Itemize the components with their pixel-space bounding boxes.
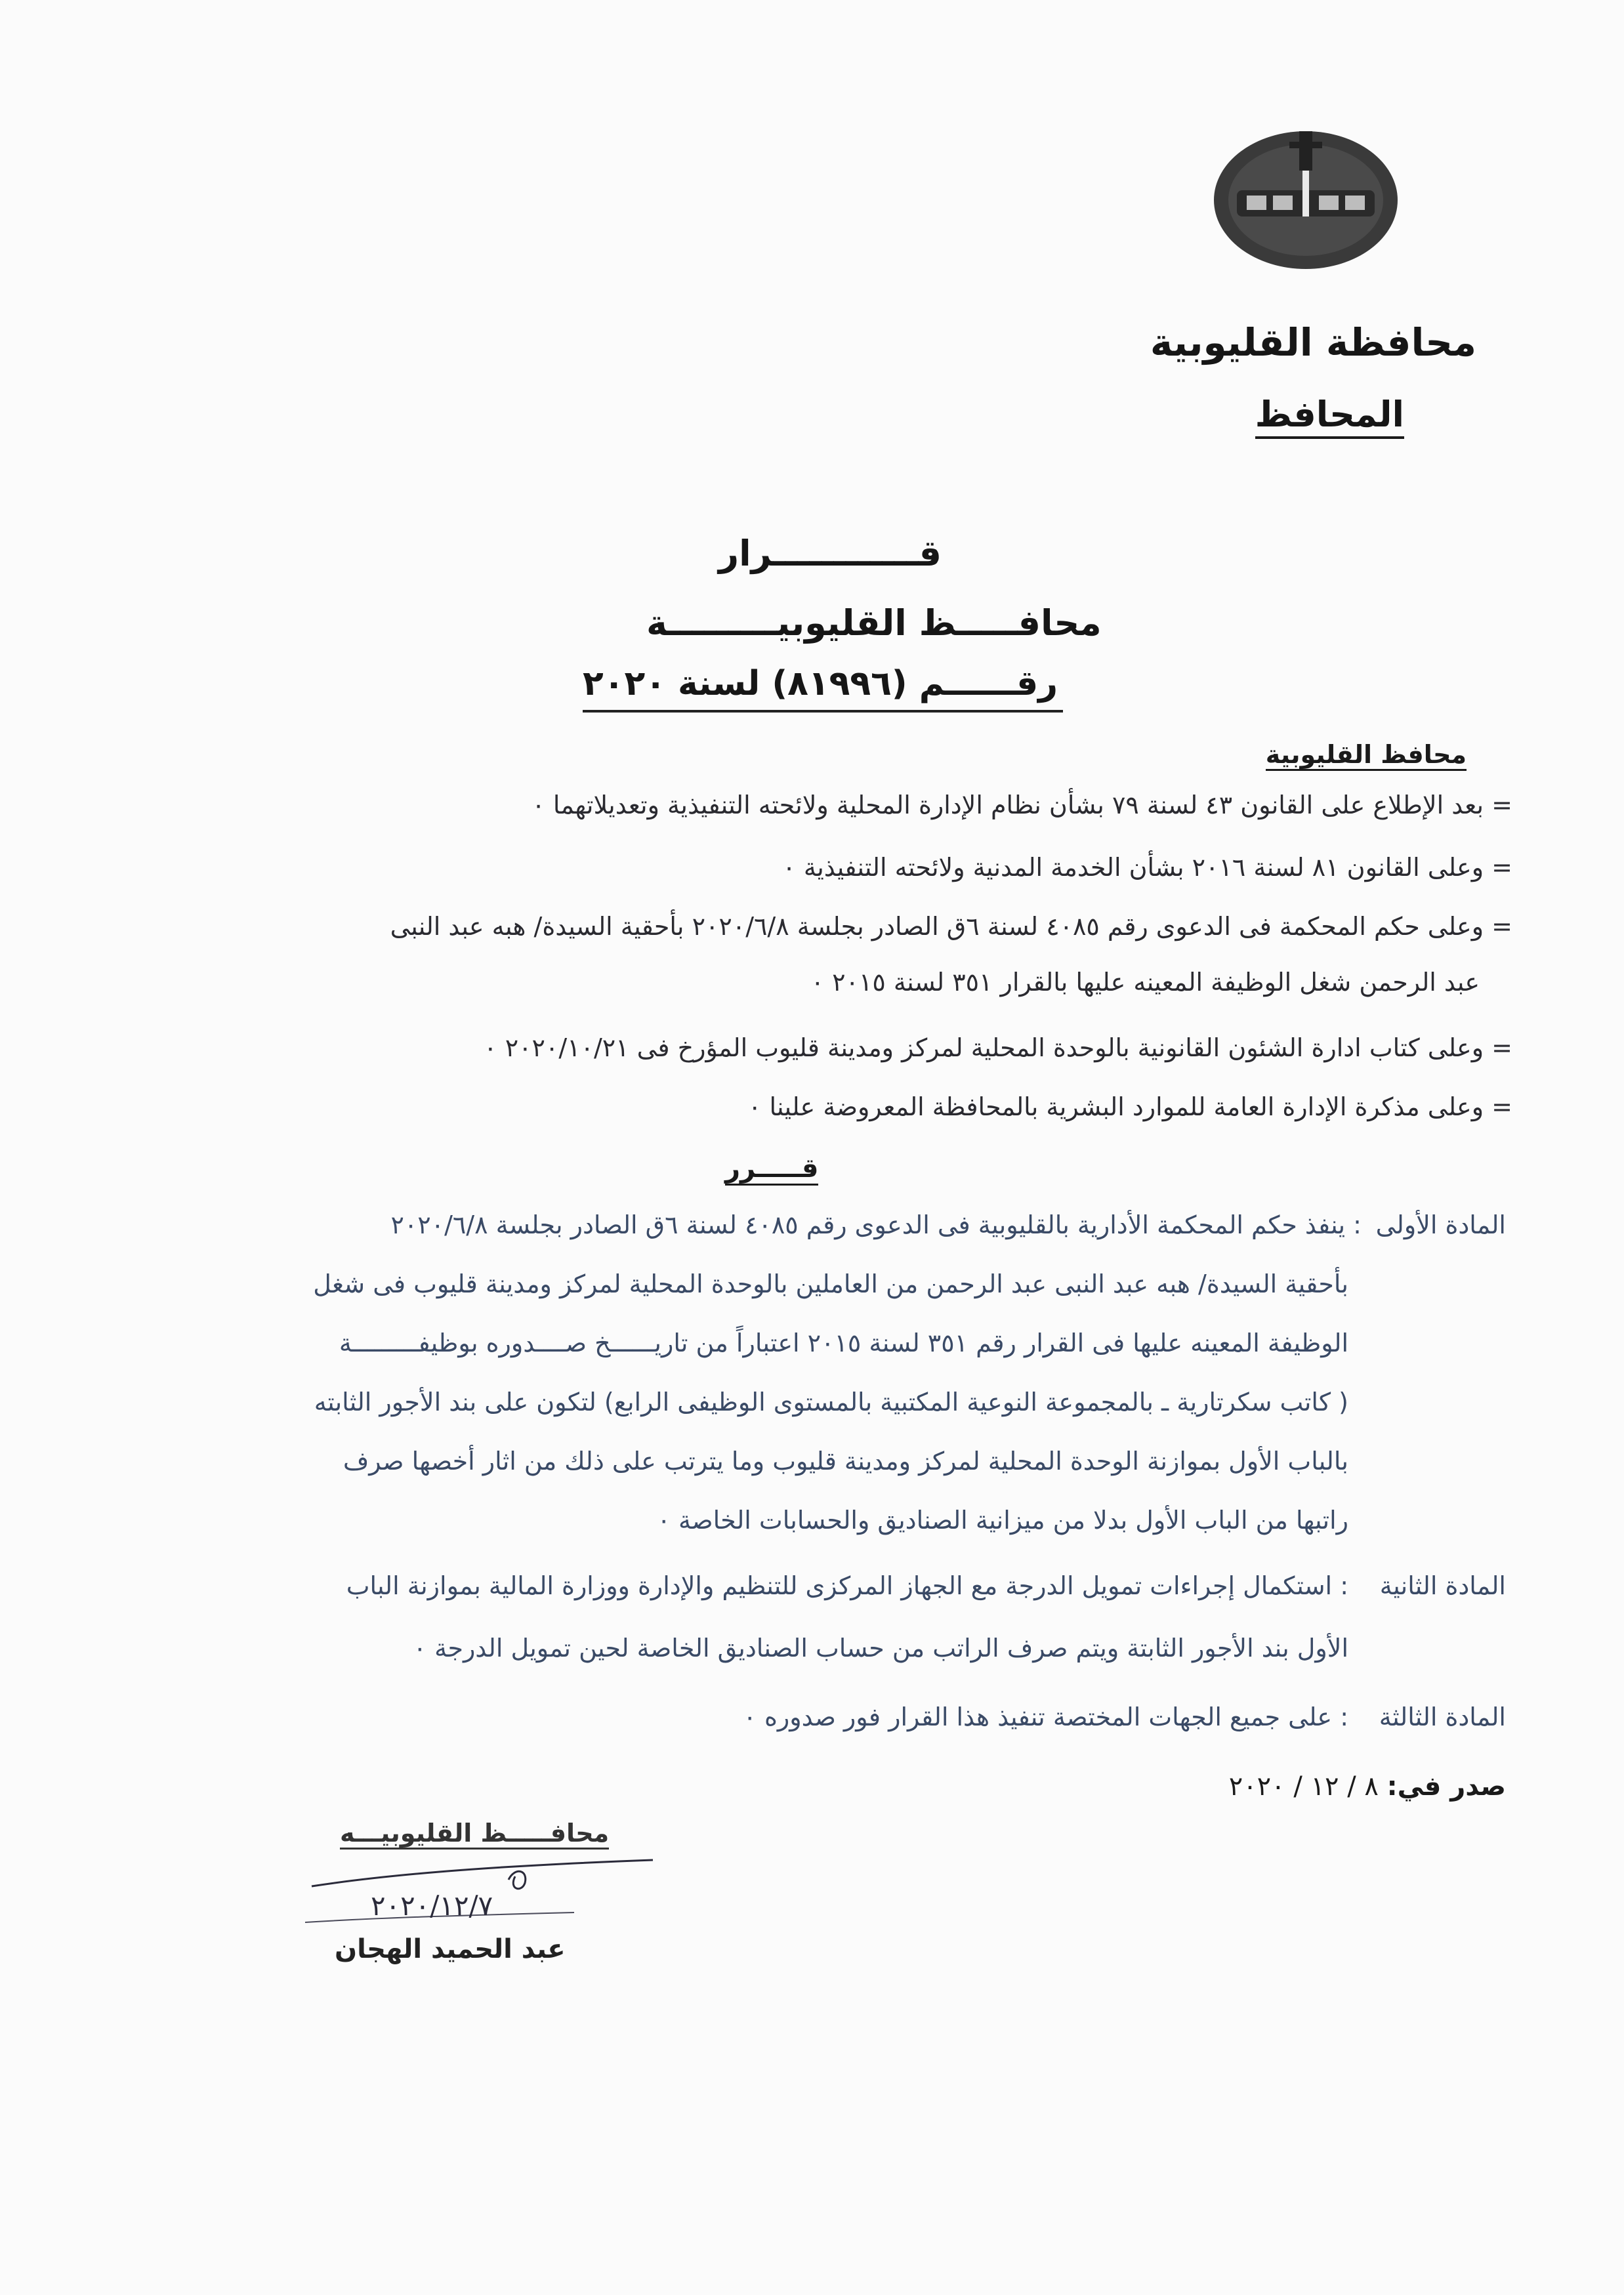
signatory-name: عبد الحميد الهجان bbox=[335, 1934, 566, 1964]
article-3-label: المادة الثالثة bbox=[1379, 1703, 1506, 1731]
article-1-label: المادة الأولى bbox=[1375, 1210, 1506, 1239]
preamble-line: = وعلى القانون ٨١ لسنة ٢٠١٦ بشأن الخدمة المدنية ولائحته التنفيذية ٠ bbox=[782, 853, 1512, 882]
decision-number-underline bbox=[583, 710, 1063, 713]
article-1-line: راتبها من الباب الأول بدلا من ميزانية الصناديق والحسابات الخاصة ٠ bbox=[657, 1506, 1348, 1535]
preamble-line: = وعلى كتاب ادارة الشئون القانونية بالوحدة المحلية لمركز ومدينة قليوب المؤرخ فى ٢٠٢٠/١٠/٢١ ٠ bbox=[484, 1033, 1512, 1062]
signature-title: محافـــــظ القليوبيـــه bbox=[340, 1819, 609, 1850]
article-1-line: الوظيفة المعينه عليها فى القرار رقم ٣٥١ لسنة ٢٠١٥ اعتباراً من تاريــــــخ صــــدوره بوظيفـــــــــة bbox=[339, 1329, 1348, 1357]
preamble-line: عبد الرحمن شغل الوظيفة المعينه عليها بالقرار ٣٥١ لسنة ٢٠١٥ ٠ bbox=[810, 968, 1480, 997]
article-3-line: : على جميع الجهات المختصة تنفيذ هذا القرار فور صدوره ٠ bbox=[743, 1703, 1348, 1731]
decision-title: قــــــــــــرار bbox=[718, 533, 942, 574]
article-1-line: بأحقية السيدة/ هبه عبد النبى عبد الرحمن من العاملين بالوحدة المحلية لمركز ومدينة قليوب فى شغل bbox=[313, 1270, 1348, 1298]
governorate-name: محافظة القليوبية bbox=[1150, 320, 1476, 365]
article-1-line: بالباب الأول بموازنة الوحدة المحلية لمركز ومدينة قليوب وما يترتب على ذلك من اثار أخصها صرف bbox=[343, 1447, 1348, 1476]
article-1-line: ( كاتب سكرتارية ـ بالمجموعة النوعية المكتبية بالمستوى الوظيفى الرابع) لتكون على بند الأجور الثابته bbox=[314, 1388, 1348, 1416]
preamble-line: = وعلى مذكرة الإدارة العامة للموارد البشرية بالمحافظة المعروضة علينا ٠ bbox=[747, 1092, 1512, 1121]
issued-label: صدر في: bbox=[1386, 1771, 1506, 1802]
preamble-line: = وعلى حكم المحكمة فى الدعوى رقم ٤٠٨٥ لسنة ٦ق الصادر بجلسة ٢٠٢٠/٦/٨ بأحقية السيدة/ هبه عبد النبى bbox=[390, 912, 1512, 941]
office-title: المحافظ bbox=[1255, 394, 1404, 439]
article-2-line: الأول بند الأجور الثابتة ويتم صرف الراتب من حساب الصناديق الخاصة لحين تمويل الدرجة ٠ bbox=[413, 1634, 1348, 1663]
governorate-emblem-icon bbox=[1211, 118, 1401, 276]
issued-date bbox=[1229, 1771, 1506, 1802]
decision-subtitle: محافـــــظ القليوبيـــــــــة bbox=[646, 602, 1102, 644]
decides-label: قـــــرر bbox=[725, 1153, 818, 1186]
article-2-line: : استكمال إجراءات تمويل الدرجة مع الجهاز المركزى للتنظيم والإدارة ووزارة المالية بموازنة الباب bbox=[346, 1571, 1348, 1600]
preamble-heading: محافظ القليوبية bbox=[1266, 740, 1467, 771]
issued-date-value: ٨ / ١٢ / ٢٠٢٠ bbox=[1228, 1771, 1379, 1802]
preamble-line: = بعد الإطلاع على القانون ٤٣ لسنة ٧٩ بشأن نظام الإدارة المحلية ولائحته التنفيذية وتعديلاتهما ٠ bbox=[531, 791, 1512, 819]
decision-number: رقــــــم (٨١٩٩٦) لسنة ٢٠٢٠ bbox=[583, 664, 1058, 703]
article-2-label: المادة الثانية bbox=[1379, 1571, 1506, 1600]
article-1-line: : ينفذ حكم المحكمة الأدارية بالقليوبية فى الدعوى رقم ٤٠٨٥ لسنة ٦ق الصادر بجلسة ٢٠٢٠/٦/٨ bbox=[390, 1210, 1362, 1239]
signature-handwritten-date: ٢٠٢٠/١٢/٧ bbox=[371, 1890, 493, 1922]
